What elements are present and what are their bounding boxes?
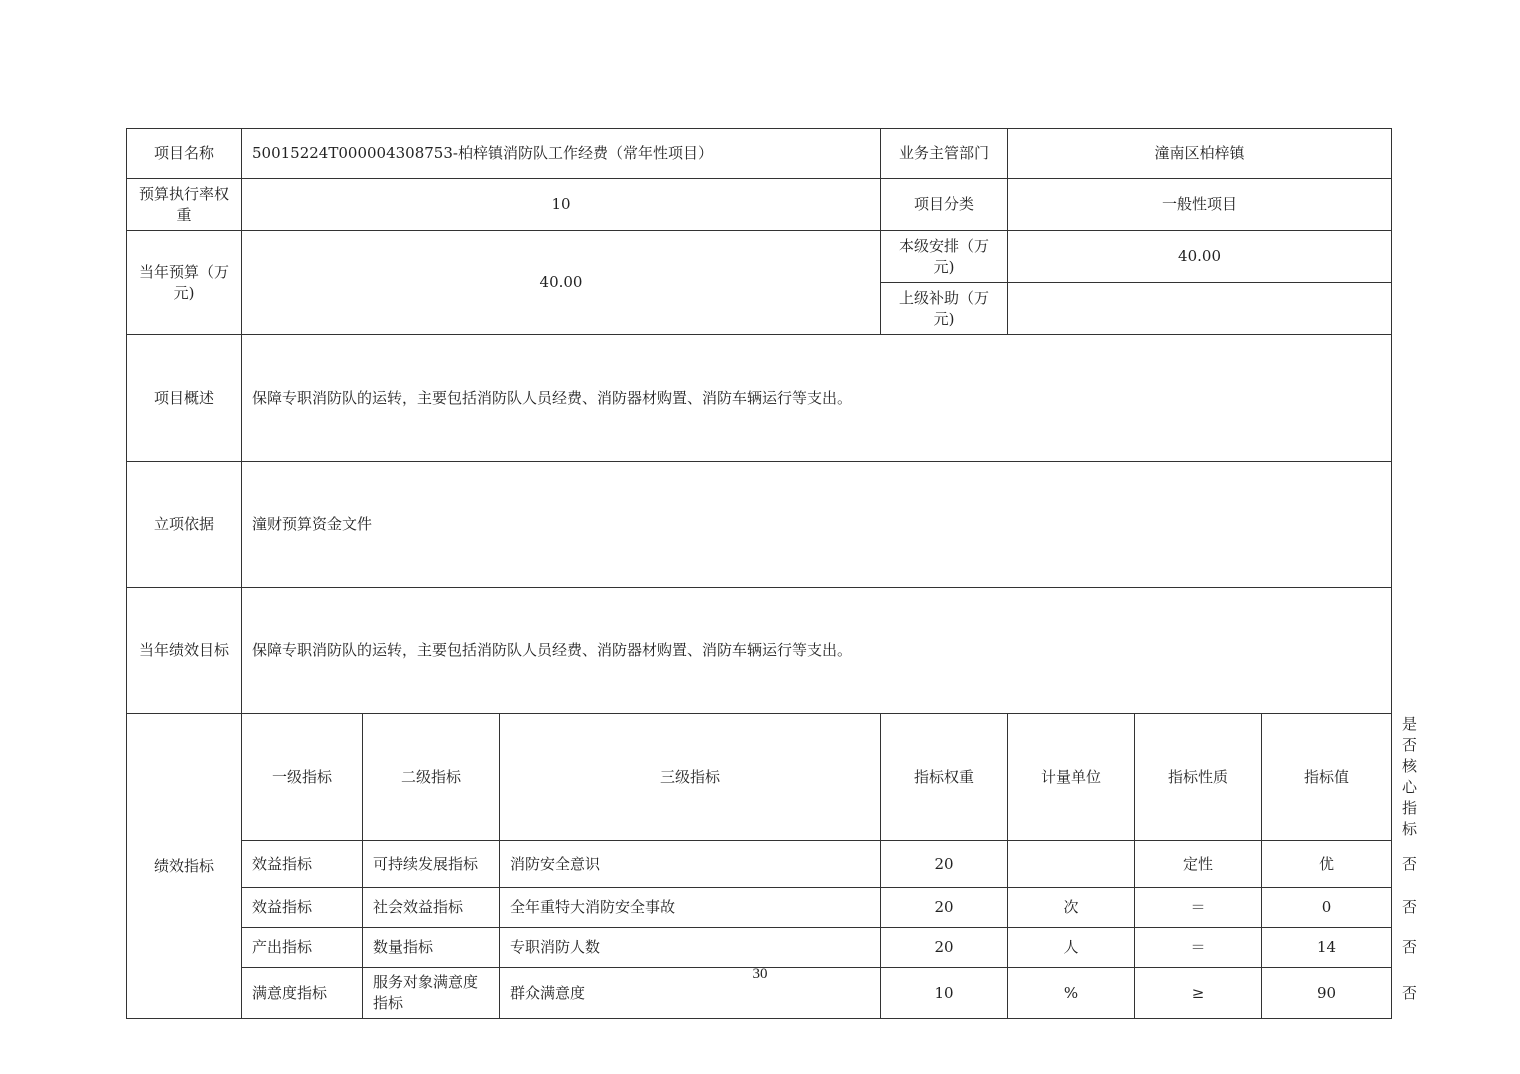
table-row: 产出指标 数量指标 专职消防人数 20 人 ＝ 14 否	[127, 928, 1392, 968]
row-basis	[127, 462, 1392, 588]
table-row: 效益指标 可持续发展指标 消防安全意识 20 定性 优 否	[127, 841, 1392, 888]
annual-budget-label: 当年预算（万元)	[127, 231, 242, 335]
cell-value: 0	[1262, 888, 1392, 928]
local-arrangement-label: 本级安排（万元)	[881, 231, 1008, 283]
cell-weight: 20	[881, 888, 1008, 928]
cell-unit: 次	[1008, 888, 1135, 928]
table-row: 满意度指标 服务对象满意度指标 群众满意度 10 % ≥ 90 否	[127, 968, 1392, 1019]
header-nature: 指标性质	[1135, 714, 1262, 841]
category-value: 一般性项目	[1008, 179, 1392, 231]
cell-level2: 服务对象满意度指标	[363, 968, 500, 1019]
cell-level1: 产出指标	[242, 928, 363, 968]
performance-label: 绩效指标	[127, 714, 242, 1019]
table-row: 效益指标 社会效益指标 全年重特大消防安全事故 20 次 ＝ 0 否	[127, 888, 1392, 928]
cell-level1: 效益指标	[242, 841, 363, 888]
overview-label: 项目概述	[127, 335, 242, 462]
superior-subsidy-label: 上级补助（万元)	[881, 283, 1008, 335]
header-unit: 计量单位	[1008, 714, 1135, 841]
row-exec-rate	[127, 179, 1392, 231]
header-level3: 三级指标	[500, 714, 881, 841]
header-value: 指标值	[1262, 714, 1392, 841]
department-value: 潼南区柏梓镇	[1008, 129, 1392, 179]
project-performance-table	[126, 128, 1418, 1019]
performance-header-row: 绩效指标 一级指标 二级指标 三级指标 指标权重 计量单位 指标性质 指标值 是否核心指标	[127, 714, 1392, 841]
row-overview	[127, 335, 1392, 462]
annual-goal-label: 当年绩效目标	[127, 588, 242, 714]
cell-level3: 全年重特大消防安全事故	[500, 888, 881, 928]
basis-value: 潼财预算资金文件	[242, 462, 1392, 588]
page-number: 30	[752, 966, 768, 982]
cell-level3: 专职消防人数	[500, 928, 881, 968]
header-level1: 一级指标	[242, 714, 363, 841]
cell-nature: ＝	[1135, 888, 1262, 928]
cell-unit	[1008, 841, 1135, 888]
cell-value: 优	[1262, 841, 1392, 888]
header-weight: 指标权重	[881, 714, 1008, 841]
header-level2: 二级指标	[363, 714, 500, 841]
cell-nature: 定性	[1135, 841, 1262, 888]
cell-unit: %	[1008, 968, 1135, 1019]
cell-weight: 20	[881, 928, 1008, 968]
cell-unit: 人	[1008, 928, 1135, 968]
cell-level3: 群众满意度	[500, 968, 881, 1019]
department-label: 业务主管部门	[881, 129, 1008, 179]
project-name-value: 50015224T000004308753-柏梓镇消防队工作经费（常年性项目）	[242, 129, 881, 179]
cell-nature: ＝	[1135, 928, 1262, 968]
category-label: 项目分类	[881, 179, 1008, 231]
cell-level2: 可持续发展指标	[363, 841, 500, 888]
cell-value: 14	[1262, 928, 1392, 968]
cell-weight: 10	[881, 968, 1008, 1019]
cell-level1: 满意度指标	[242, 968, 363, 1019]
basis-label: 立项依据	[127, 462, 242, 588]
local-arrangement-value: 40.00	[1008, 231, 1392, 283]
row-budget-1	[127, 231, 1392, 283]
cell-level3: 消防安全意识	[500, 841, 881, 888]
row-annual-goal	[127, 588, 1392, 714]
cell-weight: 20	[881, 841, 1008, 888]
row-project-name	[127, 129, 1392, 179]
annual-budget-value: 40.00	[242, 231, 881, 335]
cell-value: 90	[1262, 968, 1392, 1019]
overview-value: 保障专职消防队的运转，主要包括消防队人员经费、消防器材购置、消防车辆运行等支出。	[242, 335, 1392, 462]
annual-goal-value: 保障专职消防队的运转，主要包括消防队人员经费、消防器材购置、消防车辆运行等支出。	[242, 588, 1392, 714]
superior-subsidy-value	[1008, 283, 1392, 335]
exec-rate-weight-value: 10	[242, 179, 881, 231]
cell-level2: 社会效益指标	[363, 888, 500, 928]
project-name-label: 项目名称	[127, 129, 242, 179]
cell-level1: 效益指标	[242, 888, 363, 928]
exec-rate-weight-label: 预算执行率权重	[127, 179, 242, 231]
cell-level2: 数量指标	[363, 928, 500, 968]
cell-nature: ≥	[1135, 968, 1262, 1019]
